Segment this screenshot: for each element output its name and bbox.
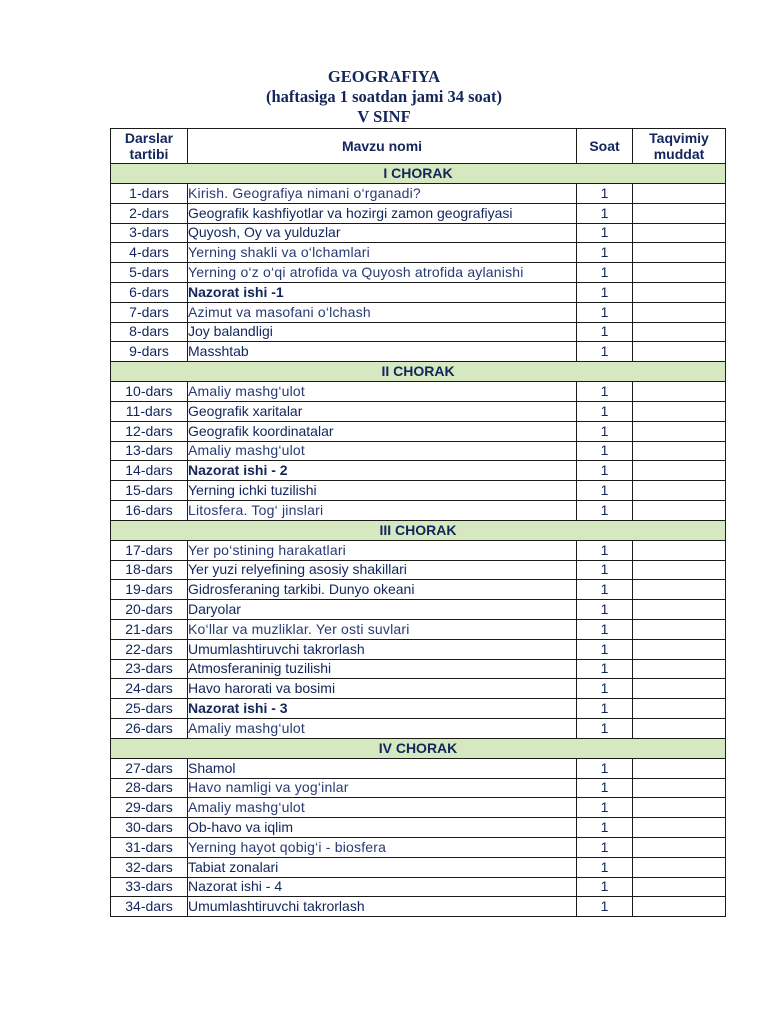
header-hours: Soat — [577, 129, 633, 164]
lesson-topic: Yer yuzi relyefining asosiy shakillari — [188, 560, 577, 580]
lesson-calendar-date — [633, 857, 726, 877]
table-row — [111, 718, 726, 738]
lesson-topic: Havo harorati va bosimi — [188, 679, 577, 699]
lesson-topic: Geografik koordinatalar — [188, 421, 577, 441]
table-row — [111, 322, 726, 342]
document-title — [0, 67, 768, 127]
lesson-topic: Yer po‘stining harakatlari — [188, 540, 577, 560]
table-row — [111, 461, 726, 481]
lesson-topic: Nazorat ishi - 4 — [188, 877, 577, 897]
lesson-number: 34-dars — [111, 897, 188, 917]
lesson-topic: Tabiat zonalari — [188, 857, 577, 877]
lesson-calendar-date — [633, 580, 726, 600]
lesson-topic: Litosfera. Tog‘ jinslari — [188, 500, 577, 520]
lesson-number: 10-dars — [111, 382, 188, 402]
table-row — [111, 263, 726, 283]
lesson-number: 26-dars — [111, 718, 188, 738]
lesson-plan-table — [110, 128, 726, 917]
table-row — [111, 500, 726, 520]
lesson-number: 19-dars — [111, 580, 188, 600]
lesson-number: 1-dars — [111, 184, 188, 204]
lesson-topic: Yerning ichki tuzilishi — [188, 481, 577, 501]
lesson-topic: Nazorat ishi -1 — [188, 282, 577, 302]
lesson-calendar-date — [633, 401, 726, 421]
lesson-topic: Yerning hayot qobig‘i - biosfera — [188, 837, 577, 857]
lesson-number: 7-dars — [111, 302, 188, 322]
lesson-number: 6-dars — [111, 282, 188, 302]
lesson-calendar-date — [633, 659, 726, 679]
lesson-topic: Gidrosferaning tarkibi. Dunyo okeani — [188, 580, 577, 600]
lesson-hours: 1 — [577, 342, 633, 362]
quarter-label: III CHORAK — [111, 520, 726, 540]
lesson-calendar-date — [633, 818, 726, 838]
lesson-number: 13-dars — [111, 441, 188, 461]
lesson-calendar-date — [633, 203, 726, 223]
lesson-hours: 1 — [577, 758, 633, 778]
lesson-topic: Yerning shakli va o‘lchamlari — [188, 243, 577, 263]
lesson-hours: 1 — [577, 441, 633, 461]
table-row — [111, 877, 726, 897]
lesson-number: 17-dars — [111, 540, 188, 560]
lesson-calendar-date — [633, 382, 726, 402]
lesson-calendar-date — [633, 837, 726, 857]
lesson-number: 23-dars — [111, 659, 188, 679]
lesson-hours: 1 — [577, 659, 633, 679]
lesson-hours: 1 — [577, 322, 633, 342]
lesson-topic: Nazorat ishi - 3 — [188, 699, 577, 719]
lesson-hours: 1 — [577, 580, 633, 600]
lesson-topic: Shamol — [188, 758, 577, 778]
quarter-label: I CHORAK — [111, 164, 726, 184]
lesson-calendar-date — [633, 342, 726, 362]
lesson-number: 22-dars — [111, 639, 188, 659]
lesson-calendar-date — [633, 679, 726, 699]
lesson-number: 9-dars — [111, 342, 188, 362]
table-row — [111, 421, 726, 441]
lesson-hours: 1 — [577, 857, 633, 877]
lesson-number: 14-dars — [111, 461, 188, 481]
quarter-label: II CHORAK — [111, 362, 726, 382]
lesson-calendar-date — [633, 758, 726, 778]
lesson-topic: Havo namligi va yog‘inlar — [188, 778, 577, 798]
lesson-hours: 1 — [577, 382, 633, 402]
lesson-hours: 1 — [577, 718, 633, 738]
table-row — [111, 837, 726, 857]
table-row — [111, 897, 726, 917]
lesson-hours: 1 — [577, 798, 633, 818]
lesson-topic: Nazorat ishi - 2 — [188, 461, 577, 481]
table-row — [111, 699, 726, 719]
lesson-hours: 1 — [577, 421, 633, 441]
lesson-topic: Ko‘llar va muzliklar. Yer osti suvlari — [188, 619, 577, 639]
quarter-label: IV CHORAK — [111, 738, 726, 758]
lesson-calendar-date — [633, 619, 726, 639]
lesson-hours: 1 — [577, 481, 633, 501]
lesson-calendar-date — [633, 877, 726, 897]
lesson-number: 5-dars — [111, 263, 188, 283]
lesson-hours: 1 — [577, 837, 633, 857]
lesson-topic: Amaliy mashg‘ulot — [188, 718, 577, 738]
lesson-number: 4-dars — [111, 243, 188, 263]
header-calendar-date — [633, 129, 726, 164]
lesson-hours: 1 — [577, 401, 633, 421]
lesson-calendar-date — [633, 302, 726, 322]
lesson-topic: Yerning o‘z o‘qi atrofida va Quyosh atrofida aylanishi — [188, 263, 577, 283]
lesson-hours: 1 — [577, 282, 633, 302]
lesson-number: 29-dars — [111, 798, 188, 818]
table-row — [111, 481, 726, 501]
lesson-hours: 1 — [577, 540, 633, 560]
lesson-calendar-date — [633, 223, 726, 243]
lesson-number: 28-dars — [111, 778, 188, 798]
table-row — [111, 818, 726, 838]
lesson-calendar-date — [633, 639, 726, 659]
lesson-calendar-date — [633, 461, 726, 481]
table-row — [111, 441, 726, 461]
lesson-calendar-date — [633, 897, 726, 917]
table-row — [111, 282, 726, 302]
quarter-header-row — [111, 362, 726, 382]
quarter-header-row — [111, 520, 726, 540]
lesson-hours: 1 — [577, 302, 633, 322]
lesson-topic: Amaliy mashg‘ulot — [188, 382, 577, 402]
lesson-number: 18-dars — [111, 560, 188, 580]
lesson-topic: Ob-havo va iqlim — [188, 818, 577, 838]
lesson-calendar-date — [633, 243, 726, 263]
lesson-topic: Umumlashtiruvchi takrorlash — [188, 639, 577, 659]
lesson-hours: 1 — [577, 461, 633, 481]
lesson-calendar-date — [633, 778, 726, 798]
lesson-number: 25-dars — [111, 699, 188, 719]
lesson-calendar-date — [633, 500, 726, 520]
lesson-topic: Umumlashtiruvchi takrorlash — [188, 897, 577, 917]
lesson-number: 21-dars — [111, 619, 188, 639]
lesson-topic: Amaliy mashg‘ulot — [188, 798, 577, 818]
lesson-topic: Azimut va masofani o‘lchash — [188, 302, 577, 322]
table-row — [111, 600, 726, 620]
lesson-number: 2-dars — [111, 203, 188, 223]
header-lesson-order-line1: Darslar — [124, 130, 174, 146]
table-row — [111, 679, 726, 699]
lesson-calendar-date — [633, 481, 726, 501]
lesson-calendar-date — [633, 540, 726, 560]
lesson-calendar-date — [633, 441, 726, 461]
lesson-number: 8-dars — [111, 322, 188, 342]
lesson-hours: 1 — [577, 897, 633, 917]
lesson-topic: Amaliy mashg‘ulot — [188, 441, 577, 461]
lesson-topic: Masshtab — [188, 342, 577, 362]
header-topic: Mavzu nomi — [188, 129, 577, 164]
lesson-calendar-date — [633, 718, 726, 738]
lesson-number: 15-dars — [111, 481, 188, 501]
lesson-number: 11-dars — [111, 401, 188, 421]
table-row — [111, 580, 726, 600]
lesson-number: 16-dars — [111, 500, 188, 520]
lesson-number: 30-dars — [111, 818, 188, 838]
lesson-calendar-date — [633, 600, 726, 620]
table-row — [111, 619, 726, 639]
lesson-number: 24-dars — [111, 679, 188, 699]
lesson-number: 32-dars — [111, 857, 188, 877]
table-row — [111, 203, 726, 223]
table-header-row — [111, 129, 726, 164]
lesson-calendar-date — [633, 421, 726, 441]
header-calendar-line2: muddat — [653, 146, 705, 162]
lesson-plan-body — [111, 164, 726, 917]
lesson-calendar-date — [633, 699, 726, 719]
lesson-calendar-date — [633, 322, 726, 342]
hours-subtitle: (haftasiga 1 soatdan jami 34 soat) — [265, 87, 503, 106]
table-row — [111, 758, 726, 778]
lesson-number: 33-dars — [111, 877, 188, 897]
table-row — [111, 778, 726, 798]
lesson-hours: 1 — [577, 203, 633, 223]
lesson-hours: 1 — [577, 500, 633, 520]
lesson-hours: 1 — [577, 699, 633, 719]
lesson-hours: 1 — [577, 778, 633, 798]
quarter-header-row — [111, 164, 726, 184]
lesson-hours: 1 — [577, 639, 633, 659]
lesson-topic: Daryolar — [188, 600, 577, 620]
table-row — [111, 302, 726, 322]
lesson-topic: Kirish. Geografiya nimani o‘rganadi? — [188, 184, 577, 204]
table-row — [111, 639, 726, 659]
lesson-hours: 1 — [577, 619, 633, 639]
lesson-hours: 1 — [577, 600, 633, 620]
lesson-hours: 1 — [577, 263, 633, 283]
lesson-calendar-date — [633, 263, 726, 283]
table-row — [111, 401, 726, 421]
lesson-number: 20-dars — [111, 600, 188, 620]
lesson-hours: 1 — [577, 818, 633, 838]
header-calendar-line1: Taqvimiy — [649, 130, 709, 146]
lesson-number: 27-dars — [111, 758, 188, 778]
header-lesson-order — [111, 129, 188, 164]
quarter-header-row — [111, 738, 726, 758]
table-row — [111, 382, 726, 402]
lesson-hours: 1 — [577, 679, 633, 699]
table-row — [111, 798, 726, 818]
lesson-hours: 1 — [577, 184, 633, 204]
grade-title: V SINF — [357, 107, 411, 126]
table-row — [111, 223, 726, 243]
table-row — [111, 243, 726, 263]
lesson-hours: 1 — [577, 877, 633, 897]
lesson-number: 3-dars — [111, 223, 188, 243]
lesson-topic: Quyosh, Oy va yulduzlar — [188, 223, 577, 243]
lesson-hours: 1 — [577, 223, 633, 243]
lesson-calendar-date — [633, 560, 726, 580]
lesson-hours: 1 — [577, 243, 633, 263]
header-lesson-order-line2: tartibi — [129, 146, 169, 162]
lesson-topic: Geografik xaritalar — [188, 401, 577, 421]
lesson-calendar-date — [633, 798, 726, 818]
lesson-topic: Joy balandligi — [188, 322, 577, 342]
subject-title: GEOGRAFIYA — [327, 67, 441, 86]
lesson-topic: Geografik kashfiyotlar va hozirgi zamon geografiyasi — [188, 203, 577, 223]
table-row — [111, 540, 726, 560]
lesson-calendar-date — [633, 282, 726, 302]
table-row — [111, 560, 726, 580]
table-row — [111, 659, 726, 679]
table-row — [111, 857, 726, 877]
lesson-topic: Atmosferaninig tuzilishi — [188, 659, 577, 679]
lesson-number: 12-dars — [111, 421, 188, 441]
table-row — [111, 342, 726, 362]
table-row — [111, 184, 726, 204]
lesson-hours: 1 — [577, 560, 633, 580]
lesson-number: 31-dars — [111, 837, 188, 857]
lesson-calendar-date — [633, 184, 726, 204]
